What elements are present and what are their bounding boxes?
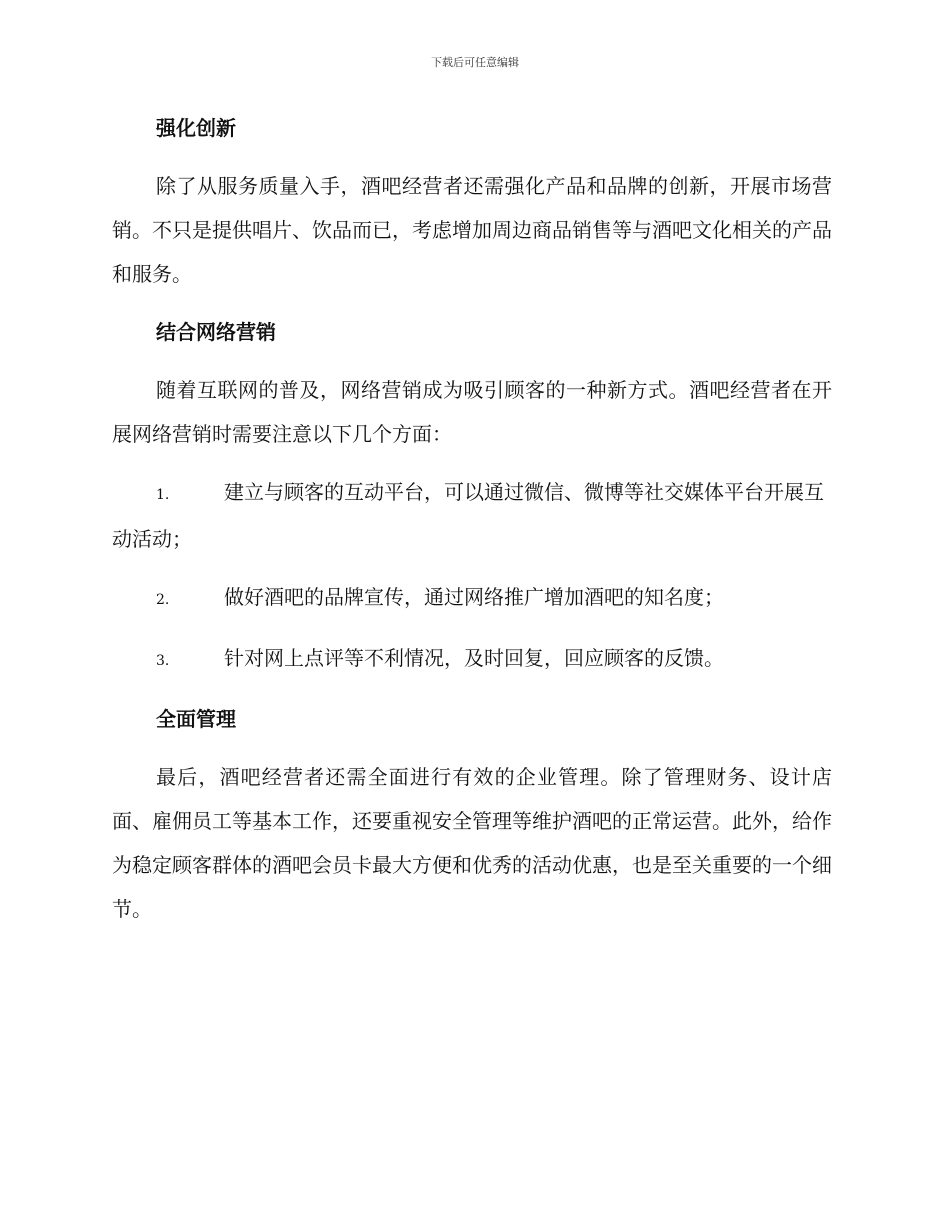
list-number: 1. <box>156 487 170 503</box>
page-header: 下载后可任意编辑 <box>431 56 519 69</box>
list-number: 3. <box>156 653 170 669</box>
document-body <box>112 106 832 931</box>
section-paragraph: 随着互联网的普及，网络营销成为吸引顾客的一种新方式。酒吧经营者在开展网络营销时需要注意以下几个方面： <box>112 378 832 446</box>
section-paragraph: 最后，酒吧经营者还需全面进行有效的企业管理。除了管理财务、设计店面、雇佣员工等基本工作，还要重视安全管理等维护酒吧的正常运营。此外，给作为稳定顾客群体的酒吧会员卡最大方便和优秀的活动优惠，也是至关重要的一个细节。 <box>112 765 832 921</box>
list-text: 建立与顾客的互动平台，可以通过微信、微博等社交媒体平台开展互动活动； <box>112 480 824 551</box>
section-paragraph: 除了从服务质量入手，酒吧经营者还需强化产品和品牌的创新，开展市场营销。不只是提供唱片、饮品而已，考虑增加周边商品销售等与酒吧文化相关的产品和服务。 <box>112 174 832 286</box>
section-heading: 结合网络营销 <box>156 320 276 344</box>
list-text: 针对网上点评等不利情况，及时回复，回应顾客的反馈。 <box>224 646 724 670</box>
list-number: 2. <box>156 592 170 608</box>
list-item <box>112 636 832 683</box>
section-heading: 全面管理 <box>156 707 236 731</box>
section-heading: 强化创新 <box>156 116 236 140</box>
list-text: 做好酒吧的品牌宣传，通过网络推广增加酒吧的知名度； <box>224 585 724 609</box>
list-item <box>112 575 832 622</box>
list-item <box>112 470 832 561</box>
